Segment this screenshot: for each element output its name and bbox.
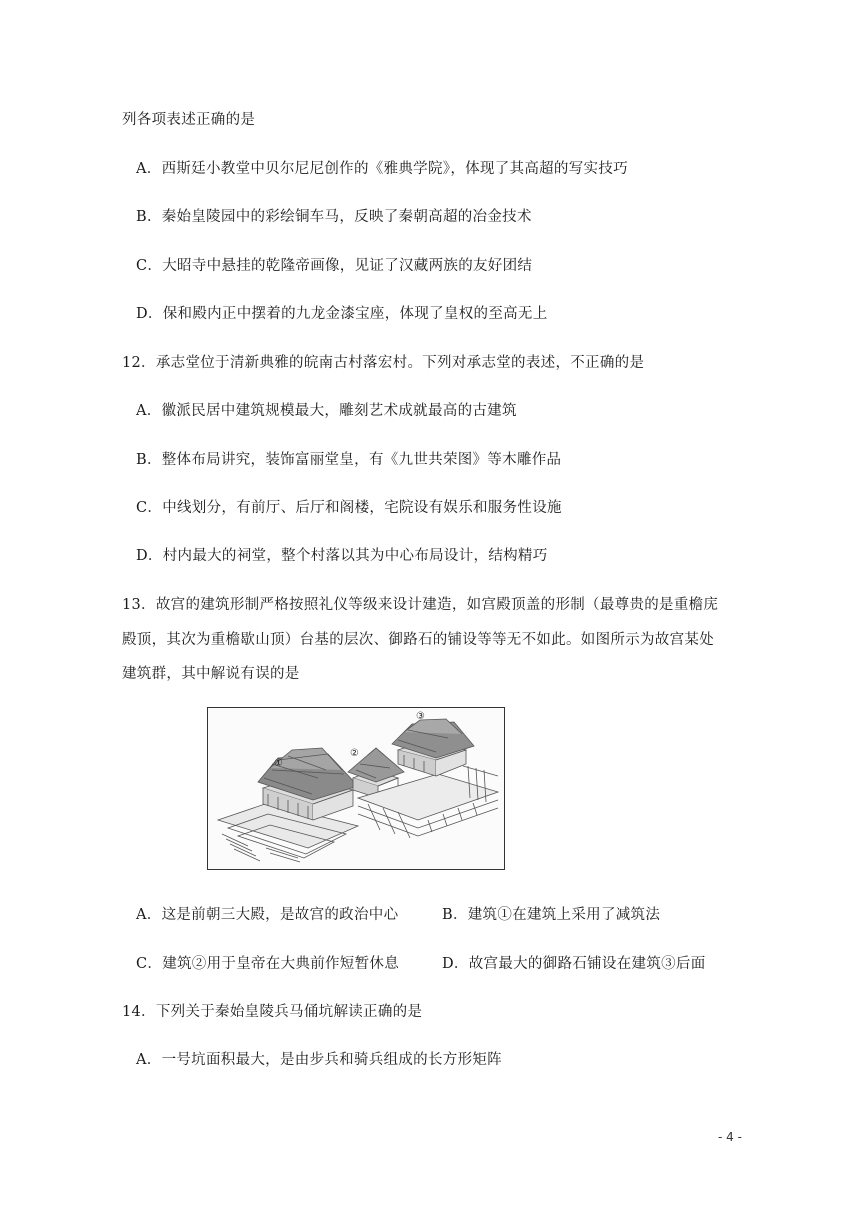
q12-option-d: D．村内最大的祠堂，整个村落以其为中心布局设计，结构精巧 xyxy=(136,548,548,564)
q11-option-d: D．保和殿内正中摆着的九龙金漆宝座，体现了皇权的至高无上 xyxy=(136,306,548,322)
q12-stem: 12．承志堂位于清新典雅的皖南古村落宏村。下列对承志堂的表述，不正确的是 xyxy=(122,355,645,371)
figure-label-2: ② xyxy=(350,748,359,759)
figure-label-1: ① xyxy=(274,758,283,769)
q12-option-b: B．整体布局讲究，装饰富丽堂皇，有《九世共荣图》等木雕作品 xyxy=(136,452,562,468)
q11-option-b: B．秦始皇陵园中的彩绘铜车马，反映了秦朝高超的冶金技术 xyxy=(136,209,532,225)
page-number: - 4 - xyxy=(718,1130,742,1144)
palace-illustration xyxy=(207,707,505,870)
q13-stem-line-3: 建筑群，其中解说有误的是 xyxy=(122,666,300,682)
q14-option-a: A．一号坑面积最大，是由步兵和骑兵组成的长方形矩阵 xyxy=(136,1052,502,1068)
q11-option-a: A．西斯廷小教堂中贝尔尼尼创作的《雅典学院》，体现了其高超的写实技巧 xyxy=(136,161,628,177)
q13-option-c: C．建筑②用于皇帝在大典前作短暂休息 xyxy=(136,956,399,972)
q13-option-a: A．这是前朝三大殿，是故宫的政治中心 xyxy=(136,907,399,923)
q12-option-c: C．中线划分，有前厅、后厅和阁楼，宅院设有娱乐和服务性设施 xyxy=(136,500,562,516)
q14-stem: 14．下列关于秦始皇陵兵马俑坑解读正确的是 xyxy=(122,1004,423,1020)
q13-option-b: B．建筑①在建筑上采用了减筑法 xyxy=(442,907,661,923)
q13-stem-line-2: 殿顶，其次为重檐歇山顶）台基的层次、御路石的铺设等等无不如此。如图所示为故宫某处 xyxy=(122,632,714,648)
q11-stem-tail: 列各项表述正确的是 xyxy=(122,112,256,128)
q11-option-c: C．大昭寺中悬挂的乾隆帝画像，见证了汉藏两族的友好团结 xyxy=(136,258,533,274)
figure-label-3: ③ xyxy=(416,711,425,722)
q13-stem-line-1: 13．故宫的建筑形制严格按照礼仪等级来设计建造，如宫殿顶盖的形制（最尊贵的是重檐庑 xyxy=(122,597,719,613)
q12-option-a: A．徽派民居中建筑规模最大，雕刻艺术成就最高的古建筑 xyxy=(136,403,517,419)
palace-drawing xyxy=(208,708,503,868)
q13-option-d: D．故宫最大的御路石铺设在建筑③后面 xyxy=(442,956,706,972)
